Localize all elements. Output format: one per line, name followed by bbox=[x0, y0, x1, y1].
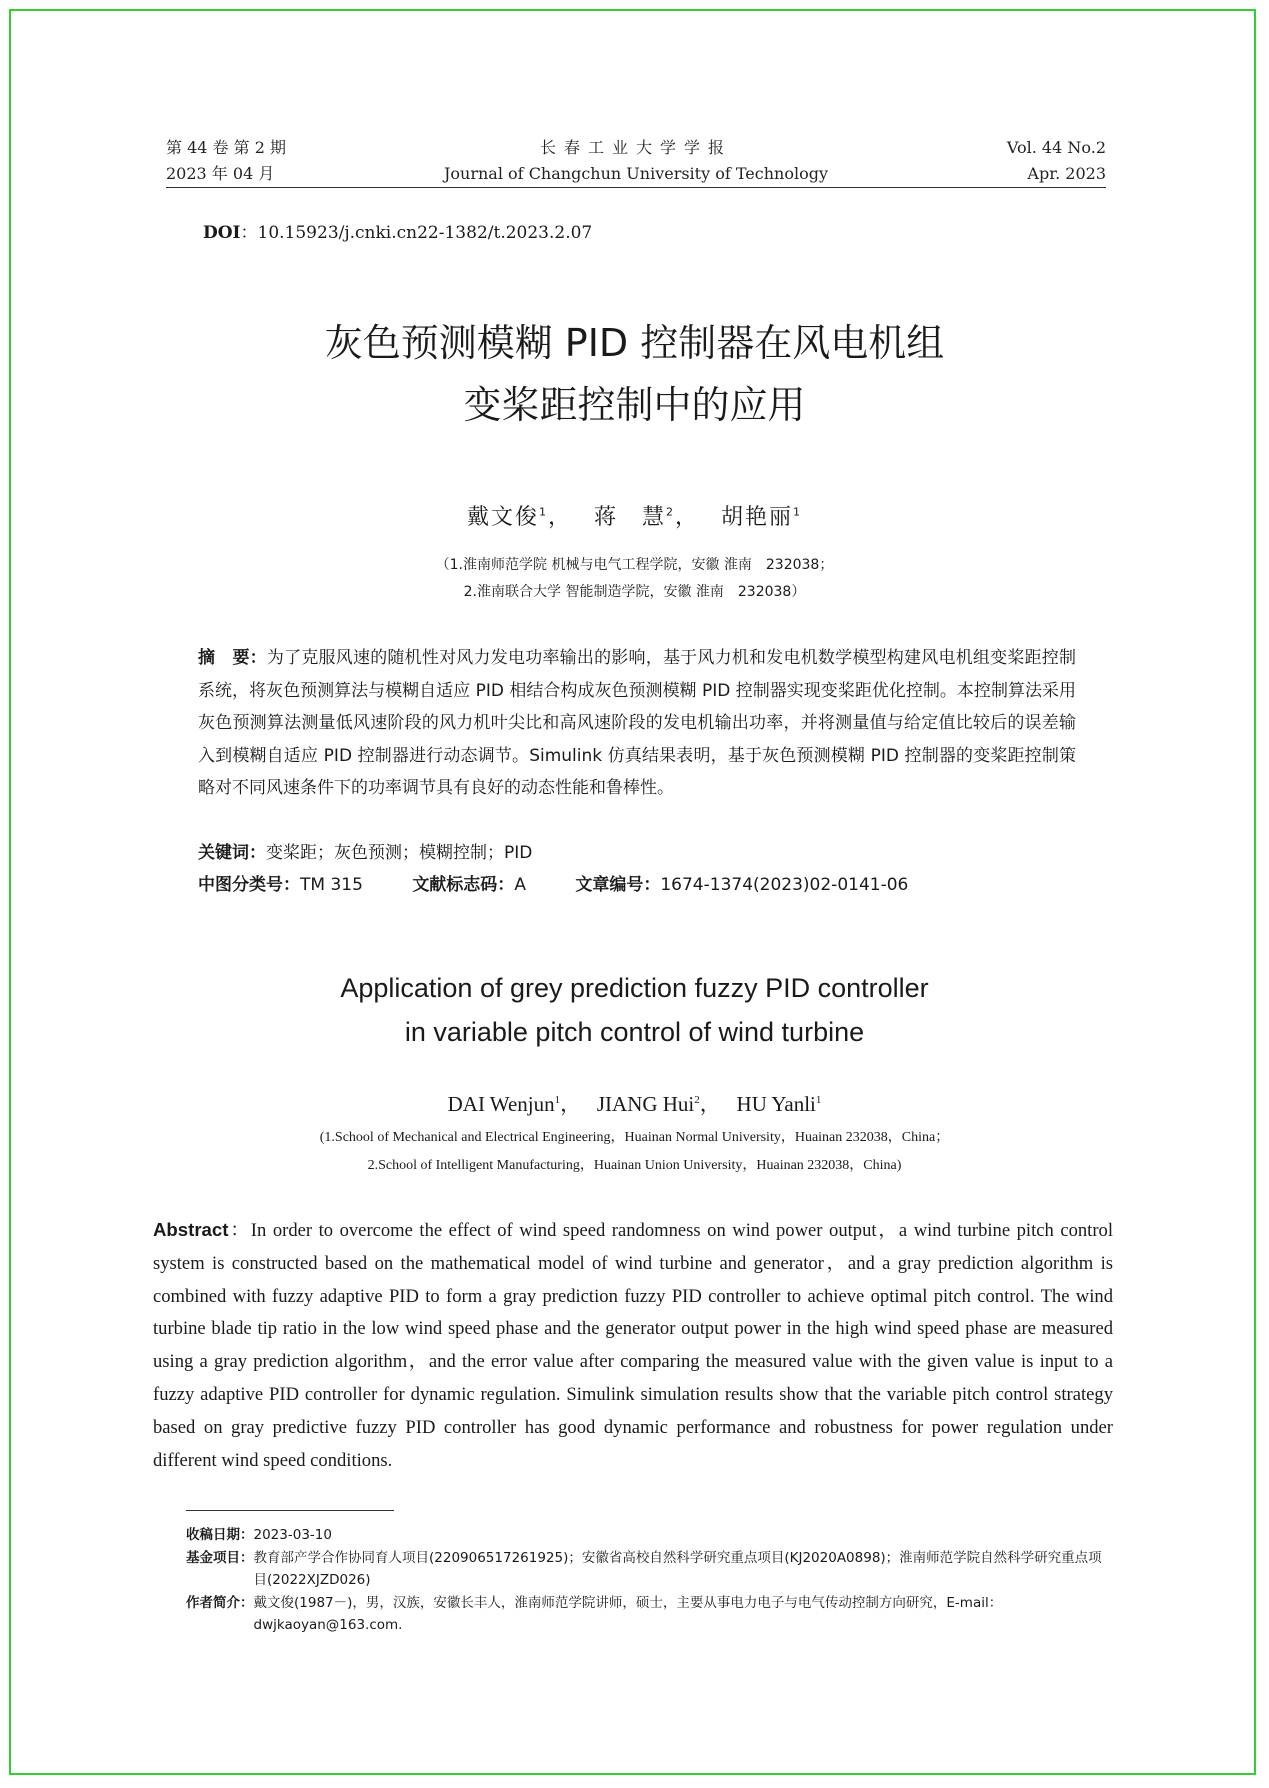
footnote-rule bbox=[186, 1510, 394, 1511]
received-value: 2023-03-10 bbox=[253, 1527, 332, 1543]
volume-issue: 第 44 卷 第 2 期 bbox=[166, 138, 286, 157]
article-number bbox=[575, 875, 908, 895]
affiliation-line-en: 2.School of Intelligent Manufacturing，Huainan Union University，Huainan 232038，China) bbox=[367, 1158, 902, 1173]
abstract-en bbox=[153, 1214, 1113, 1477]
author-bio bbox=[186, 1592, 1112, 1637]
keywords-text: 变桨距；灰色预测；模糊控制；PID bbox=[266, 843, 533, 863]
title-cn-line1: 灰色预测模糊 PID 控制器在风电机组 bbox=[324, 321, 945, 365]
doi-label: DOI bbox=[203, 223, 241, 243]
issue-date-cn: 2023 年 04 月 bbox=[166, 164, 275, 183]
clc-value: TM 315 bbox=[300, 875, 363, 895]
received-date bbox=[186, 1524, 1112, 1547]
author-bio-value: 戴文俊(1987－)，男，汉族，安徽长丰人，淮南师范学院讲师，硕士，主要从事电力电子与电气传动控制方向研究，E-mail：dwjkaoyan@163.com. bbox=[253, 1594, 1003, 1634]
doc-code-label: 文献标志码： bbox=[412, 875, 515, 895]
authors-cn: 戴文俊$^1$， 蒋 慧$^2$， 胡艳丽$^1$ bbox=[466, 505, 803, 530]
affiliations-cn bbox=[0, 552, 1269, 606]
author-affil-mark: 1 bbox=[554, 1094, 561, 1106]
affiliations-en bbox=[0, 1124, 1269, 1180]
received-label: 收稿日期： bbox=[186, 1527, 254, 1543]
article-number-value: 1674-1374(2023)02-0141-06 bbox=[660, 875, 909, 895]
abstract-cn-label: 摘 要： bbox=[198, 648, 267, 668]
article-number-label: 文章编号： bbox=[575, 875, 661, 895]
title-en-line1: Application of grey prediction fuzzy PID controller bbox=[340, 973, 929, 1003]
header-right bbox=[1007, 135, 1106, 187]
doi-value[interactable]: ：10.15923/j.cnki.cn22-1382/t.2023.2.07 bbox=[240, 223, 593, 243]
doc-code-value: A bbox=[514, 875, 526, 895]
abstract-en-text: ：In order to overcome the effect of wind speed randomness on wind power output，a wind turbine pitch control system is constructed based on the mathematical model of wind turbine and generator，and a gray prediction algorithm is combined with fuzzy adaptive PID to form a gray prediction fuzzy PID controller to achieve optimal pitch control. The wind turbine blade tip ratio in the low wind speed phase and the generator output power in the high wind speed phase are measured using a gray prediction algorithm，and the error value after comparing the measured value with the given value is input to a fuzzy adaptive PID controller for dynamic regulation. Simulink simulation results show that the variable pitch control strategy based on gray predictive fuzzy PID controller has good dynamic performance and robustness for power regulation under different wind speed conditions. bbox=[153, 1220, 1113, 1471]
author-affil-mark: 2 bbox=[666, 505, 675, 519]
author-name: 胡艳丽 bbox=[721, 505, 794, 530]
affiliation-line: （1.淮南师范学院 机械与电气工程学院，安徽 淮南 232038； bbox=[435, 557, 834, 573]
clc-number bbox=[198, 875, 363, 895]
fund-projects bbox=[186, 1547, 1112, 1592]
fund-value: 教育部产学合作协同育人项目(220906517261925)；安徽省高校自然科学研究重点项目(KJ2020A0898)；淮南师范学院自然科学研究重点项目(2022XJZD026) bbox=[253, 1549, 1102, 1589]
running-header bbox=[166, 135, 1106, 187]
author-name-en: DAI Wenjun bbox=[447, 1092, 555, 1116]
affiliation-line-en: (1.School of Mechanical and Electrical Engineering，Huainan Normal University，Huainan 232038，China； bbox=[319, 1130, 950, 1145]
journal-name-en: Journal of Changchun University of Technology bbox=[444, 164, 828, 183]
volume-issue-en: Vol. 44 No.2 bbox=[1006, 138, 1106, 157]
author-affil-mark: 1 bbox=[793, 505, 803, 519]
fund-label: 基金项目： bbox=[186, 1549, 254, 1566]
author-bio-label: 作者简介： bbox=[186, 1594, 254, 1611]
abstract-cn bbox=[198, 642, 1076, 805]
author-affil-mark: 1 bbox=[815, 1094, 822, 1106]
header-rule bbox=[166, 187, 1106, 188]
document-code bbox=[412, 875, 526, 895]
author-name: 蒋 慧 bbox=[593, 505, 666, 530]
title-cn bbox=[0, 312, 1269, 436]
abstract-cn-text: 为了克服风速的随机性对风力发电功率输出的影响，基于风力机和发电机数学模型构建风电机组变桨距控制系统，将灰色预测算法与模糊自适应 PID 相结合构成灰色预测模糊 PID 控制器实现变桨距优化控制。本控制算法采用灰色预测算法测量低风速阶段的风力机叶尖比和高风速阶段的发电机输出功率，并将测量值与给定值比较后的误差输入到模糊自适应 PID 控制器进行动态调节。Simulink 仿真结果表明，基于灰色预测模糊 PID 控制器的变桨距控制策略对不同风速条件下的功率调节具有良好的动态性能和鲁棒性。 bbox=[198, 648, 1077, 799]
keywords-label: 关键词： bbox=[198, 843, 266, 863]
affiliation-line: 2.淮南联合大学 智能制造学院，安徽 淮南 232038） bbox=[463, 584, 806, 600]
author-name: 戴文俊 bbox=[466, 505, 539, 530]
journal-name-cn: 长春工业大学学报 bbox=[539, 138, 732, 157]
title-cn-line2: 变桨距控制中的应用 bbox=[463, 383, 806, 427]
keywords-cn bbox=[198, 838, 532, 863]
author-name-en: HU Yanli bbox=[736, 1092, 816, 1116]
footnotes bbox=[186, 1524, 1112, 1637]
title-en-line2: in variable pitch control of wind turbine bbox=[404, 1017, 865, 1047]
issue-date-en: Apr. 2023 bbox=[1027, 164, 1106, 183]
abstract-en-label: Abstract bbox=[153, 1219, 229, 1240]
title-en bbox=[0, 966, 1269, 1054]
header-center bbox=[166, 135, 1106, 187]
authors-en: DAI Wenjun$^1$， JIANG Hui$^2$， HU Yanli$^1$ bbox=[447, 1092, 822, 1116]
author-name-en: JIANG Hui bbox=[596, 1092, 695, 1116]
doi[interactable] bbox=[203, 218, 592, 243]
clc-label: 中图分类号： bbox=[198, 875, 300, 895]
author-affil-mark: 2 bbox=[694, 1094, 700, 1106]
classification-line bbox=[198, 870, 1098, 895]
author-affil-mark: 1 bbox=[538, 505, 548, 519]
